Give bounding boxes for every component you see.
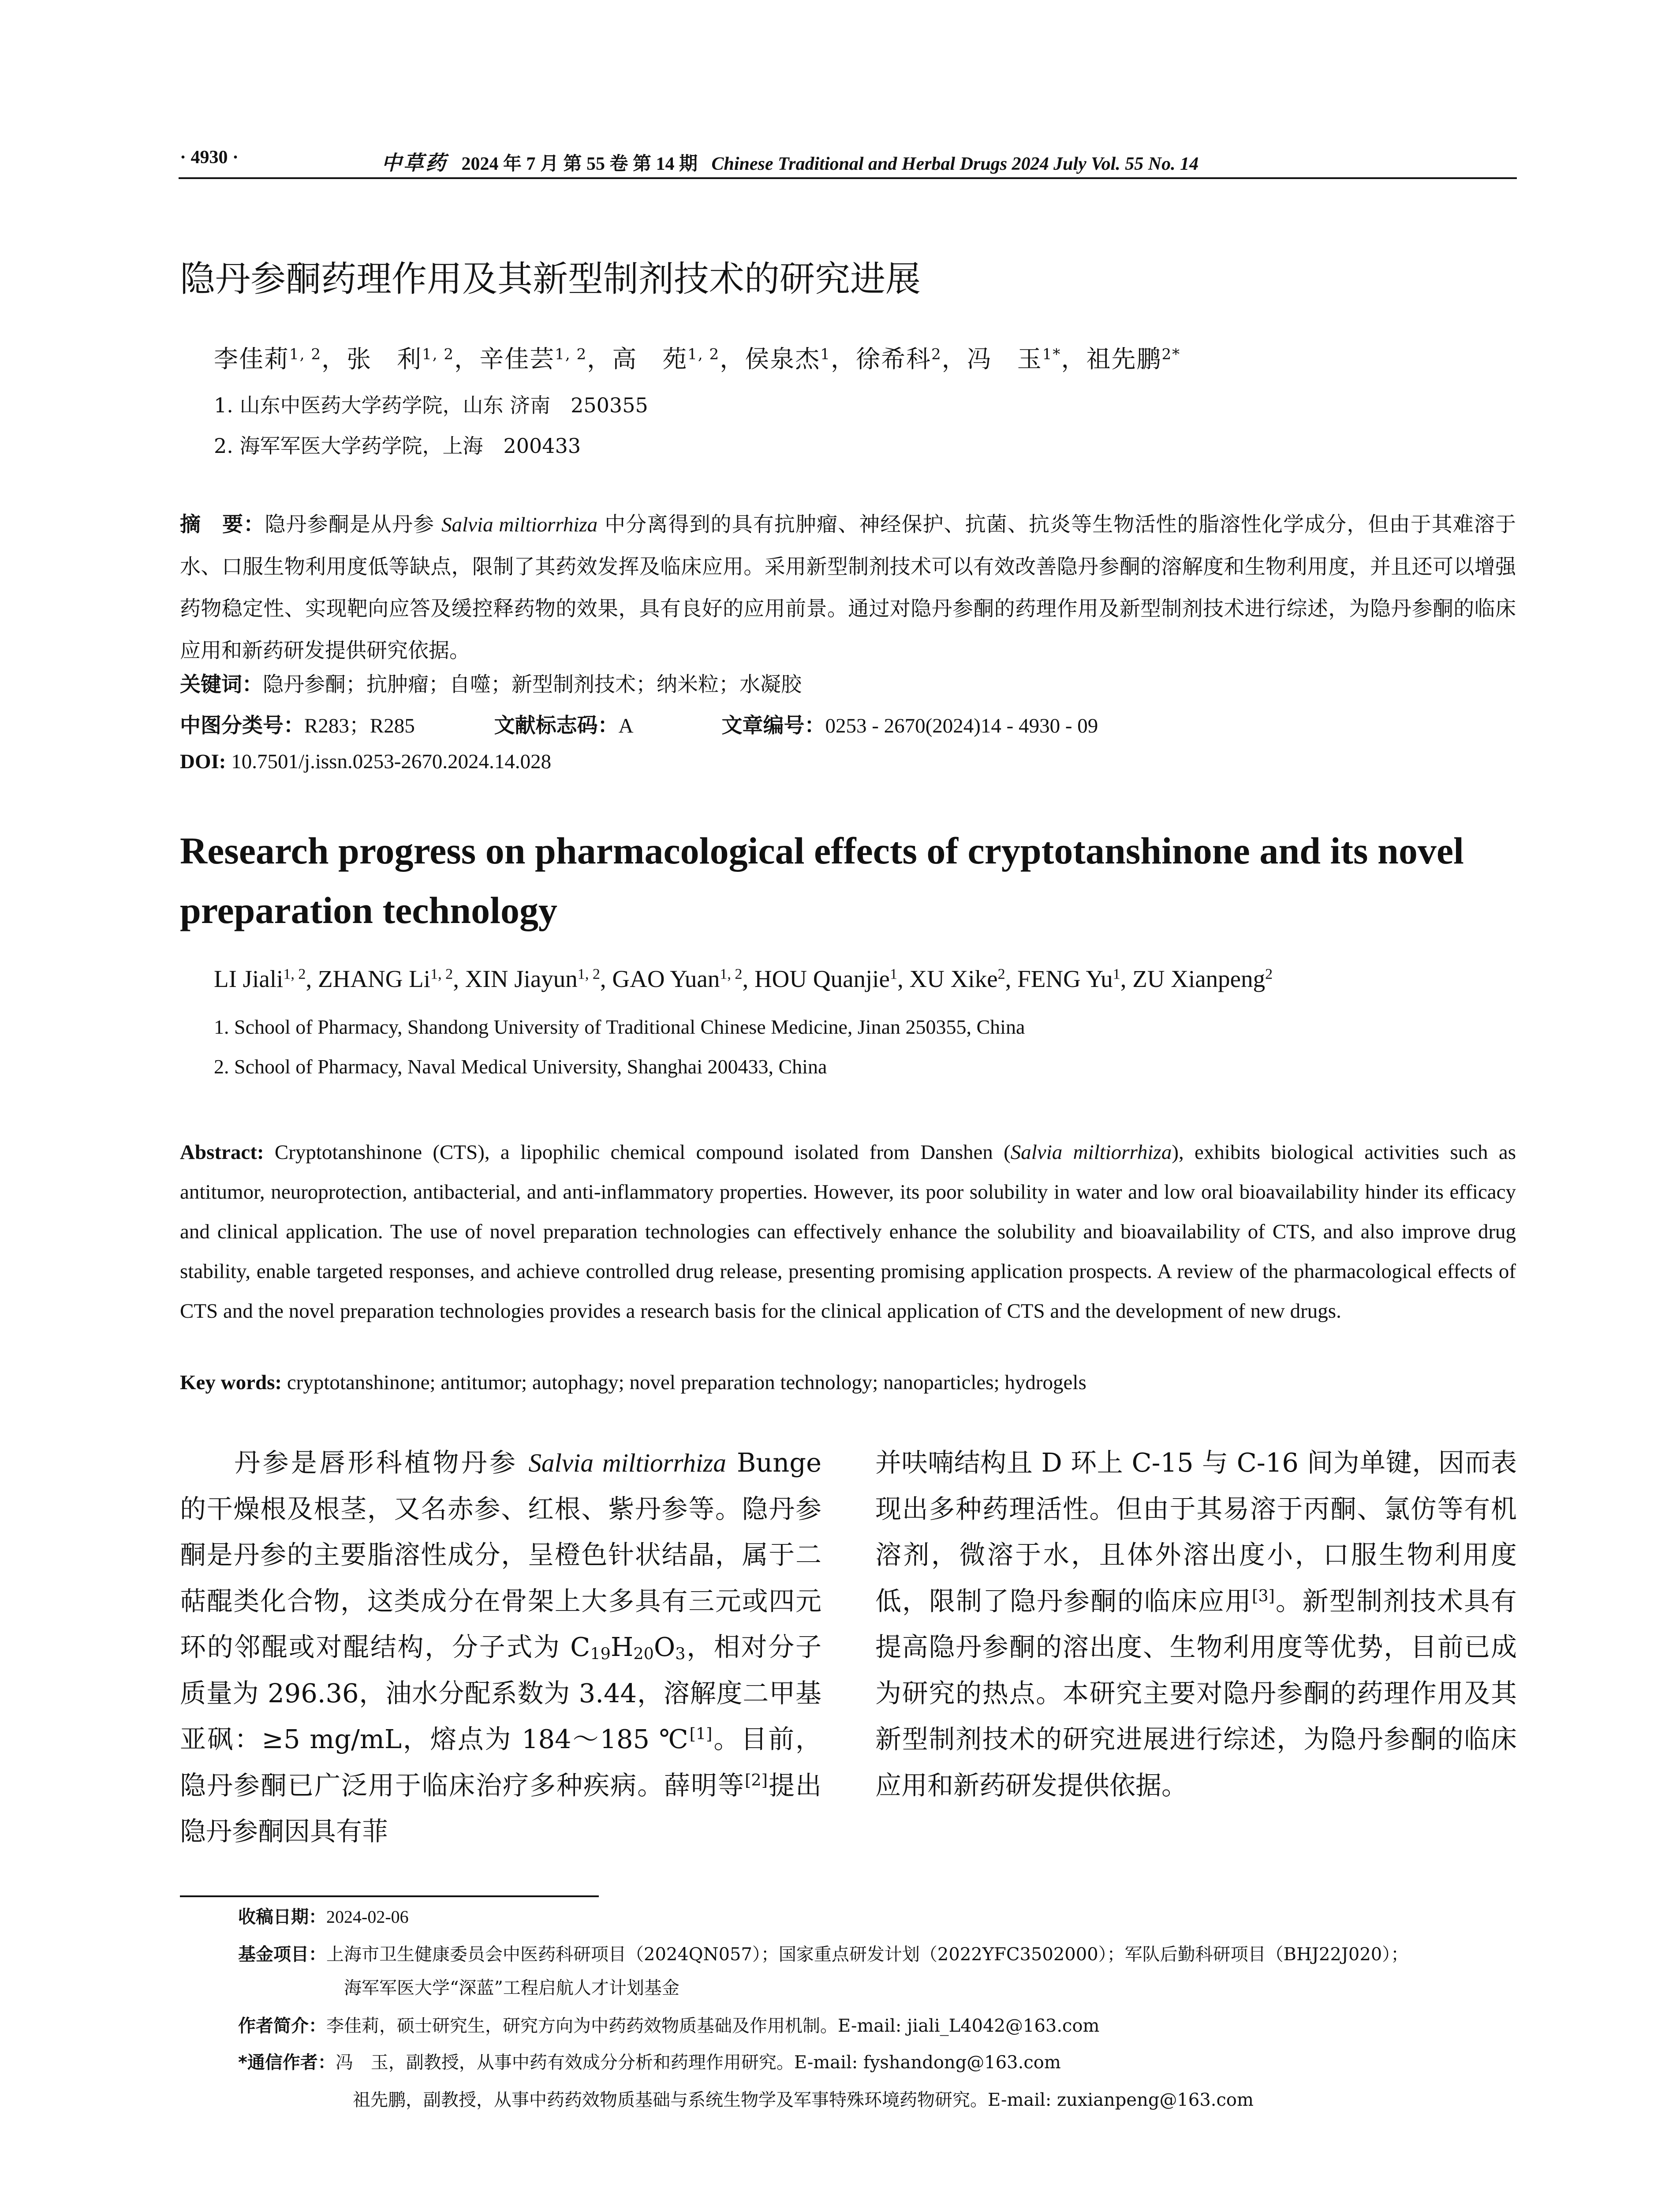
author-name: FENG Yu [1017,965,1113,992]
abstract-cn [180,504,1516,672]
title-en: Research progress on pharmacological effects of cryptotanshinone and its novel preparation technology [180,830,1464,931]
author-name: ZU Xianpeng [1132,965,1266,992]
abstract-cn-label: 摘 要： [180,512,265,537]
author-affiliation-mark: 1* [1042,345,1061,363]
doi-label: DOI: [180,750,226,773]
author-name: 冯 玉 [967,345,1042,373]
formula-text: O [653,1632,676,1662]
bio-text: 李佳莉，硕士研究生，研究方向为中药药效物质基础及作用机制。E-mail: jiali_L4042@163.com [326,2016,1100,2036]
running-header [381,147,1198,176]
keywords-cn [180,668,802,698]
keywords-en [180,1371,1086,1394]
author-affiliation-mark: 1, 2 [283,966,306,983]
author-affiliation-mark: 2 [997,966,1005,983]
author-affiliation-mark: 2 [931,345,942,363]
body-text: 。目前，隐丹参酮已广泛用于临床治疗多种疾病。薛明等 [180,1724,821,1801]
journal-name-en: Chinese Traditional and Herbal Drugs 2024 July Vol. 55 No. 14 [711,154,1199,174]
footnote-rule [180,1895,599,1897]
author-affiliation-mark: 2* [1161,345,1181,363]
body-text: 并呋喃结构且 D 环上 C-15 与 C-16 间为单键，因而表现出多种药理活性。但由于其易溶于丙酮、氯仿等有机溶剂，微溶于水，且体外溶出度小，口服生物利用度低，限制了隐丹参酮的临床应用 [875,1447,1517,1616]
author-name: XU Xike [909,965,998,992]
body-text: ，相对分子质量为 296.36，油水分配系数为 3.44，溶解度二甲基亚砜：≥5 mg/mL，熔点为 184～185 ℃ [180,1632,821,1754]
doccode-value: A [618,714,634,737]
author-affiliation-mark: 1 [820,345,831,363]
received-date: 2024-02-06 [326,1907,409,1927]
body-text: Bunge 的干燥根及根茎，又名赤参、红根、紫丹参等。隐丹参酮是丹参的主要脂溶性成分，呈橙色针状结晶，属于二萜醌类化合物，这类成分在骨架上大多具有三元或四元环的邻醌或对醌结构，分子式为 C [180,1447,821,1662]
author-name: HOU Quanjie [754,965,890,992]
bio-label: 作者简介： [238,2016,326,2036]
author-name: 祖先鹏 [1086,345,1162,373]
doi-value: 10.7501/j.issn.0253-2670.2024.14.028 [231,750,552,773]
issue-cn: 2024 年 7 月 第 55 卷 第 14 期 [461,154,698,174]
received-label: 收稿日期： [238,1907,326,1927]
footnote-corresponding-2: 祖先鹏，副教授，从事中药药效物质基础与系统生物学及军事特殊环境药物研究。E-mail: zuxianpeng@163.com [353,2090,1254,2110]
author-name: 侯泉杰 [745,345,821,373]
formula-subscript: 3 [675,1644,686,1663]
footnote-received [238,1903,409,1928]
abstract-cn-text: 隐丹参酮是从丹参 [265,512,442,537]
author-affiliation-mark: 1, 2 [577,966,600,983]
author-name: 高 苑 [612,345,688,373]
fund-text: 上海市卫生健康委员会中医药科研项目（2024QN057）；国家重点研发计划（2022YFC3502000）；军队后勤科研项目（BHJ22J020）； [326,1944,1409,1965]
affiliation-en-2: 2. School of Pharmacy, Naval Medical University, Shanghai 200433, China [214,1055,827,1078]
corr-text-1: 冯 玉，副教授，从事中药有效成分分析和药理作用研究。E-mail: fyshandong@163.com [335,2052,1061,2073]
author-name: 徐希科 [855,345,931,373]
body-column-left [180,1440,821,1855]
author-name: XIN Jiayun [465,965,578,992]
author-affiliation-mark: 1, 2 [687,345,720,363]
corr-label: *通信作者： [238,2052,336,2073]
abstract-en [180,1132,1516,1331]
abstract-en-text: Cryptotanshinone (CTS), a lipophilic chemical compound isolated from Danshen ( [264,1141,1011,1164]
affiliation-en-1: 1. School of Pharmacy, Shandong University of Traditional Chinese Medicine, Jinan 250355, China [214,1016,1025,1038]
doi-line [180,750,551,774]
authors-en: LI Jiali$^{1, 2}$, ZHANG Li$^{1, 2}$, XIN Jiayun$^{1, 2}$, GAO Yuan$^{1, 2}$, HOU Quanjie$^1$, XU Xike$^2$, FENG Yu$^1$, ZU Xianpeng$^2$ [214,965,1273,992]
footnote-bio [238,2012,1099,2037]
keywords-en-text: cryptotanshinone; antitumor; autophagy; novel preparation technology; nanoparticles; hydrogels [282,1371,1086,1394]
title-cn: 隐丹参酮药理作用及其新型制剂技术的研究进展 [180,258,921,299]
fund-label: 基金项目： [238,1944,326,1965]
author-affiliation-mark: 1, 2 [555,345,587,363]
formula-text: H [610,1632,634,1662]
abstract-en-text: ), exhibits biological activities such as antitumor, neuroprotection, antibacterial, and anti-inflammatory properties. However, its poor solubility in water and low oral bioavailability hinder its efficacy and clinical application. The use of novel preparation technologies can effectively enhance the solubility and bioavailability of CTS, and also improve drug stability, enable targeted responses, and achieve controlled drug release, presenting promising application prospects. A review of the pharmacological effects of CTS and the novel preparation technologies provides a research basis for the clinical application of CTS and the development of new drugs. [180,1141,1516,1323]
page-number: · 4930 · [180,147,239,168]
journal-logo-cn: 中草药 [381,152,448,174]
header-rule [179,177,1517,179]
footnote-fund-cont: 海军军医大学“深蓝”工程启航人才计划基金 [344,1978,679,1998]
author-name: 辛佳芸 [479,345,555,373]
body-text: 提出隐丹参酮因具有菲 [180,1770,821,1846]
author-affiliation-mark: 1, 2 [430,966,453,983]
footnote-corresponding [238,2048,1061,2074]
formula-subscript: 19 [590,1644,611,1663]
author-affiliation-mark: 1, 2 [720,966,743,983]
formula-subscript: 20 [633,1644,654,1663]
citation-ref[interactable]: [1] [689,1724,713,1743]
abstract-cn-text: 中分离得到的具有抗肿瘤、神经保护、抗菌、抗炎等生物活性的脂溶性化学成分，但由于其难溶于水、口服生物利用度低等缺点，限制了其药效发挥及临床应用。采用新型制剂技术可以有效改善隐丹参酮的溶解度和生物利用度，并且还可以增强药物稳定性、实现靶向应答及缓控释药物的效果，具有良好的应用前景。通过对隐丹参酮的药理作用及新型制剂技术进行综述，为隐丹参酮的临床应用和新药研发提供研究依据。 [180,512,1516,663]
keywords-cn-label: 关键词： [180,673,263,697]
classification-line [180,709,1098,739]
author-name: GAO Yuan [612,965,720,992]
latin-name: Salvia miltiorrhiza [1010,1141,1172,1164]
body-text: 。新型制剂技术具有提高隐丹参酮的溶出度、生物利用度等优势，目前已成为研究的热点。本研究主要对隐丹参酮的药理作用及其新型制剂技术的研究进展进行综述，为隐丹参酮的临床应用和新药研发提供依据。 [875,1585,1517,1801]
abstract-en-label: Abstract: [180,1141,264,1164]
body-text: 丹参是唇形科植物丹参 [232,1447,529,1478]
footnote-fund [238,1940,1408,1966]
author-affiliation-mark: 2 [1265,966,1273,983]
class-label: 中图分类号： [180,714,304,738]
article-no-label: 文章编号： [721,714,825,738]
latin-name: Salvia miltiorrhiza [528,1448,726,1477]
affiliation-cn-1: 1. 山东中医药大学药学院，山东 济南 250355 [214,393,648,417]
authors-cn: 李佳莉$^{1, 2}$，张 利$^{1, 2}$，辛佳芸$^{1, 2}$，高 苑$^{1, 2}$，侯泉杰$^1$，徐希科$^2$，冯 玉$^{1*}$，祖先鹏$^{2*}$ [214,345,1181,373]
citation-ref[interactable]: [3] [1252,1586,1275,1605]
author-name: LI Jiali [214,965,284,992]
author-name: 李佳莉 [214,345,290,373]
latin-name: Salvia miltiorrhiza [441,513,598,536]
author-affiliation-mark: 1 [889,966,898,983]
author-name: ZHANG Li [317,965,431,992]
affiliation-cn-2: 2. 海军军医大学药学院，上海 200433 [214,434,581,458]
body-column-right [875,1440,1517,1809]
author-affiliation-mark: 1, 2 [422,345,455,363]
author-name: 张 利 [347,345,422,373]
doccode-label: 文献标志码： [494,714,619,738]
author-affiliation-mark: 1 [1113,966,1120,983]
author-affiliation-mark: 1, 2 [289,345,322,363]
class-value: R283；R285 [304,714,415,737]
citation-ref[interactable]: [2] [745,1770,768,1790]
article-no-value: 0253 - 2670(2024)14 - 4930 - 09 [825,714,1098,737]
keywords-cn-text: 隐丹参酮；抗肿瘤；自噬；新型制剂技术；纳米粒；水凝胶 [263,673,802,697]
keywords-en-label: Key words: [180,1371,282,1394]
